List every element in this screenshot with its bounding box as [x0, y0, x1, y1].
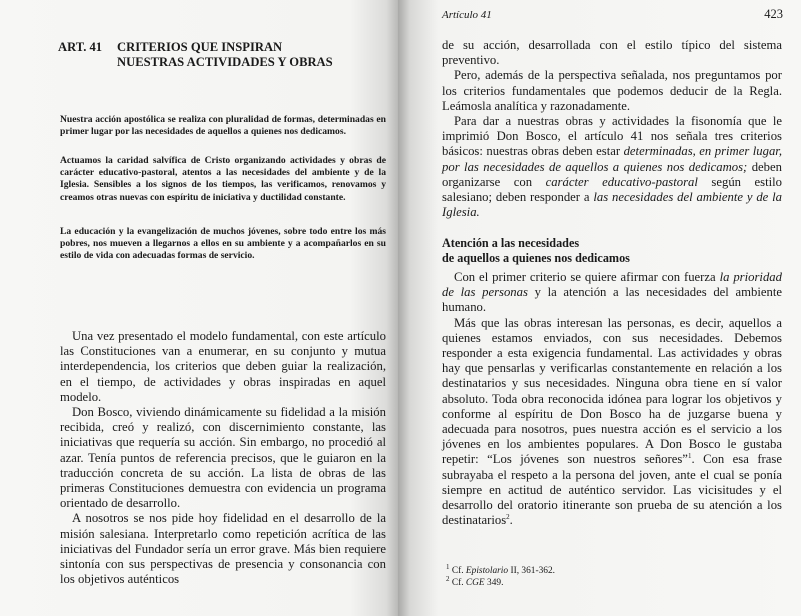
- footnote-ref-1: 1: [687, 452, 692, 461]
- page-number: 423: [764, 7, 783, 21]
- footnotes: [446, 562, 776, 589]
- footnote-2: $^2$ Cf. CGE 349.: [446, 574, 504, 588]
- commentary-paragraph-2: Don Bosco, viviendo dinámicamente su fidelidad a la misión recibida, creó y realizó, con discernimiento constante, las iniciativas que requería su acción. Sin embargo, no procedió al azar. Tenía puntos de referencia precisos, que le guiaron en la traducción concreta de su acción. La lista de obras de las primeras Constituciones demuestra con evidencia un programa orientado de desarrollo.: [60, 405, 386, 511]
- left-page: [0, 0, 398, 616]
- commentary-paragraph-3: A nosotros se nos pide hoy fidelidad en el desarrollo de la misión salesiana. Interpretarlo como repetición acrítica de las iniciativas del Fundador sería un error grave. Más bien requiere sintonía con sus perspectivas de presencia y consonancia con los objetivos auténticos: [60, 511, 386, 587]
- right-paragraph-4: Con el primer criterio se quiere afirmar con fuerza la prioridad de las personas y la atención a las necesidades del ambiente humano.: [442, 270, 782, 315]
- article-title: [117, 40, 333, 70]
- article-title-line1: CRITERIOS QUE INSPIRAN: [117, 40, 283, 54]
- constitution-paragraph-1: Nuestra acción apostólica se realiza con pluralidad de formas, determinadas en primer lugar por las necesidades de aquellos a quienes nos dedicamos.: [60, 114, 386, 138]
- section-heading-line2: de aquellos a quienes nos dedicamos: [442, 251, 630, 266]
- footnote-1: $^1$ Cf. Epistolario II, 361-362.: [446, 562, 555, 576]
- constitution-paragraph-2: Actuamos la caridad salvífica de Cristo organizando actividades y obras de carácter educativo-pastoral, atentos a las necesidades del ambiente y de la Iglesia. Sensibles a los signos de los tiempos, las verificamos, renovamos y creamos otras nuevas con espíritu de iniciativa y ductilidad constante.: [60, 155, 386, 203]
- constitution-paragraph-3: La educación y la evangelización de muchos jóvenes, sobre todo entre los más pobres, nos mueven a llegarnos a ellos en su ambiente y a acompañarlos en su estilo de vida con adecuadas formas de servicio.: [60, 226, 386, 262]
- article-title-line2: NUESTRAS ACTIVIDADES Y OBRAS: [117, 55, 333, 69]
- right-paragraph-2: Pero, además de la perspectiva señalada, nos preguntamos por los criterios fundamentales que podemos deducir de la Regla. Leámosla analítica y razonadamente.: [442, 68, 782, 113]
- section-heading: [442, 236, 772, 267]
- right-paragraph-5: Más que las obras interesan las personas, es decir, aquellos a quienes estamos enviados, con sus necesidades. Debemos responder a esta exigencia fundamental. Las actividades y obras hay que pensarlas y verificarlas constantemente en relación a los destinatarios y sus necesidades. Ninguna obra tiene en sí valor absoluto. Toda obra reconocida idónea para lograr los objetivos y conforme al espíritu de Don Bosco ha de juzgarse buena y adecuada para nosotros, pues nuestra acción es el servicio a los jóvenes en los ambientes populares. A Don Bosco le gustaba repetir: “Los jóvenes son nuestros señores”$^1$. Con esa frase subrayaba el respeto a la persona del joven, ante el cual se ponía siempre en actitud de auténtico servidor. Las vicisitudes y el desarrollo del oratorio itinerante son prueba de su atención a los destinatarios$^2$.: [442, 315, 782, 528]
- commentary-text: [60, 329, 386, 587]
- continuation-paragraph: de su acción, desarrollada con el estilo típico del sistema preventivo.: [442, 38, 782, 68]
- right-paragraph-3: Para dar a nuestras obras y actividades la fisonomía que le imprimió Don Bosco, el artículo 41 nos señala tres criterios básicos: nuestras obras deben estar determinadas, en primer lugar, por las necesidades de aquellos a quienes nos dedicamos; deben organizarse con carácter educativo-pastoral según estilo salesiano; deben responder a las necesidades del ambiente y de la Iglesia.: [442, 114, 783, 220]
- article-number: ART. 41: [58, 40, 103, 54]
- right-page: [398, 0, 801, 616]
- footnote-ref-2: 2: [506, 513, 510, 522]
- commentary-paragraph-1: Una vez presentado el modelo fundamental, con este artículo las Constituciones van a enumerar, en su conjunto y mutua interdependencia, los criterios que deben guiar la realización, en el tiempo, de actividades y obras inspiradas en aquel modelo.: [60, 329, 386, 404]
- section-heading-line1: Atención a las necesidades: [442, 236, 580, 250]
- running-head: Artículo 41: [442, 9, 492, 21]
- right-text-top: [442, 38, 782, 220]
- right-text-bottom: [442, 270, 782, 528]
